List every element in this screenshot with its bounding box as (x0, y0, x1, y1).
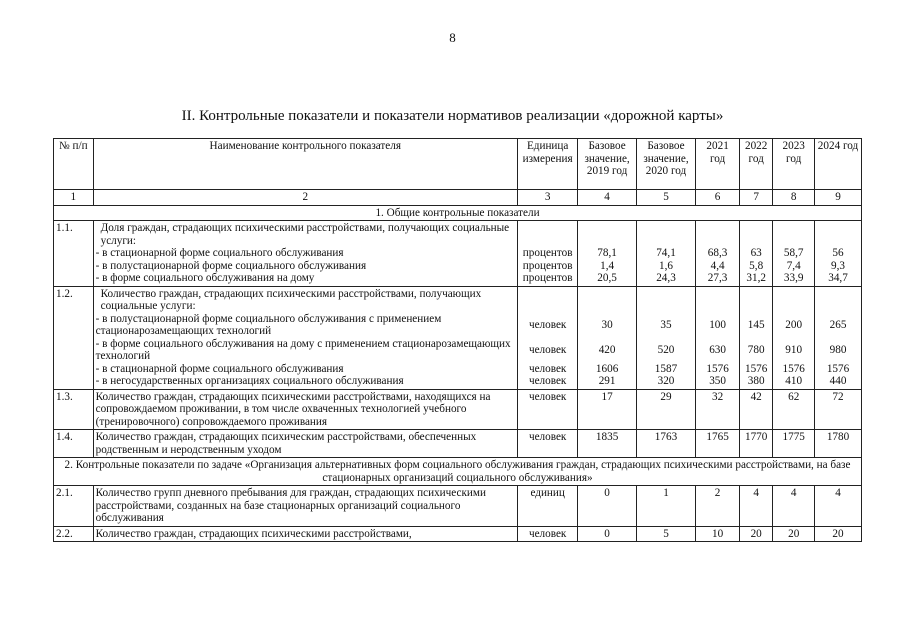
value: 29 (636, 389, 695, 430)
value: 68,3 (707, 247, 728, 259)
value: 350 (709, 375, 726, 387)
row-intro: Доля граждан, страдающих психическими расстройствами, получающих социальные услуги: (100, 222, 510, 247)
value: 420 (598, 343, 616, 356)
value: 910 (785, 343, 803, 356)
value: 78,1 (597, 247, 617, 259)
col-num: 1 (54, 190, 94, 206)
header-2023: 2023 год (773, 139, 815, 190)
value: 520 (657, 343, 675, 356)
value: 27,3 (707, 272, 728, 284)
value: 0 (578, 526, 636, 542)
unit-value: человек (528, 362, 567, 375)
value: 72 (815, 389, 862, 430)
value: 1780 (815, 430, 862, 458)
value: 42 (739, 389, 772, 430)
header-num: № п/п (54, 139, 94, 190)
unit-value: человек (528, 343, 567, 356)
value: 24,3 (656, 272, 676, 284)
value: 380 (747, 375, 765, 387)
value: 9,3 (831, 259, 846, 272)
value: 630 (709, 343, 726, 356)
section-row (54, 205, 862, 221)
header-2024: 2024 год (815, 139, 862, 190)
value: 1,4 (600, 259, 615, 272)
value: 265 (829, 318, 847, 331)
row-item: - в стационарной форме социального обслуживания (95, 362, 344, 375)
value: 1576 (782, 362, 805, 375)
section-heading: 1. Общие контрольные показатели (54, 205, 862, 221)
value: 100 (709, 318, 726, 331)
col-num: 6 (696, 190, 740, 206)
row-name: Количество групп дневного пребывания для граждан, страдающих психическими расстройствами, созданных на базе стационарных организаций социального обслуживания (93, 486, 517, 527)
value-cell (773, 286, 815, 389)
row-intro: Количество граждан, страдающих психическими расстройствами, получающих социальные услуги: (100, 287, 482, 312)
value: 780 (747, 343, 765, 356)
col-num: 8 (773, 190, 815, 206)
section-heading: 2. Контрольные показатели по задаче «Организация альтернативных форм социального обслуживания граждан, страдающих психическими расстройствами, на базе стационарных организаций социального обслуживания» (54, 458, 862, 486)
row-item: - в полустационарной форме социального обслуживания (95, 259, 367, 272)
value: 30 (601, 318, 613, 331)
row-unit (517, 286, 577, 389)
row-name: Количество граждан, страдающих психическим расстройствами, обеспеченных родственным и неродственным уходом (93, 430, 517, 458)
value: 440 (829, 375, 847, 387)
col-num: 3 (517, 190, 577, 206)
row-unit: единиц (517, 486, 577, 527)
value: 32 (696, 389, 740, 430)
header-row (54, 139, 862, 190)
table-row (54, 389, 862, 430)
header-base-2019: Базовое значение, 2019 год (578, 139, 636, 190)
value: 1775 (773, 430, 815, 458)
row-item: - в стационарной форме социального обслуживания (95, 247, 344, 259)
row-name: Количество граждан, страдающих психическими расстройствами, (93, 526, 517, 542)
value: 145 (747, 318, 765, 331)
row-num: 1.1. (54, 221, 94, 287)
value-cell (636, 286, 695, 389)
row-item: - в форме социального обслуживания на дому с применением стационарозамещающих технологий (95, 337, 511, 362)
page-number: 8 (449, 30, 456, 45)
value: 34,7 (828, 272, 848, 284)
value: 4,4 (710, 259, 725, 272)
indicators-table (53, 138, 862, 542)
row-num: 2.2. (54, 526, 94, 542)
value: 74,1 (656, 247, 676, 259)
value: 1 (636, 486, 695, 527)
row-num: 1.4. (54, 430, 94, 458)
col-num: 7 (739, 190, 772, 206)
value: 1587 (654, 362, 678, 375)
header-base-2020: Базовое значение, 2020 год (636, 139, 695, 190)
value: 7,4 (786, 259, 801, 272)
value-cell (815, 286, 862, 389)
row-unit: человек (517, 430, 577, 458)
value: 980 (829, 343, 847, 356)
section-row (54, 458, 862, 486)
value: 4 (739, 486, 772, 527)
header-name: Наименование контрольного показателя (93, 139, 517, 190)
value: 1606 (595, 362, 619, 375)
value: 1576 (706, 362, 729, 375)
value: 1765 (696, 430, 740, 458)
table-row (54, 286, 862, 389)
value: 5 (636, 526, 695, 542)
value: 1763 (636, 430, 695, 458)
row-name: Количество граждан, страдающих психическими расстройствами, находящихся на сопровождаемом проживании, в том числе охваченных технологией учебного (тренировочного) сопровождаемого проживания (93, 389, 517, 430)
value-cell (739, 221, 772, 287)
section-title: II. Контрольные показатели и показатели нормативов реализации «дорожной карты» (181, 108, 724, 124)
value: 4 (815, 486, 862, 527)
row-name (93, 221, 517, 287)
header-2021: 2021 год (696, 139, 740, 190)
table-row (54, 486, 862, 527)
value: 58,7 (783, 247, 804, 259)
unit-value: процентов (522, 272, 573, 284)
row-unit (517, 221, 577, 287)
col-num: 2 (93, 190, 517, 206)
value: 17 (578, 389, 636, 430)
value: 1835 (578, 430, 636, 458)
row-item: - в форме социального обслуживания на дому (95, 272, 315, 284)
value: 200 (785, 318, 803, 331)
value: 20 (739, 526, 772, 542)
value: 63 (750, 247, 762, 259)
row-num: 1.3. (54, 389, 94, 430)
row-item: - в полустационарной форме социального обслуживания с применением стационарозамещающих технологий (95, 312, 442, 337)
value: 291 (598, 375, 616, 387)
value: 20 (773, 526, 815, 542)
unit-value: процентов (522, 259, 573, 272)
value: 320 (657, 375, 675, 387)
row-unit: человек (517, 526, 577, 542)
value-cell (739, 286, 772, 389)
value-cell (696, 221, 740, 287)
value: 5,8 (749, 259, 764, 272)
value: 1,6 (659, 259, 673, 272)
value: 62 (773, 389, 815, 430)
col-num: 9 (815, 190, 862, 206)
value-cell (636, 221, 695, 287)
value: 410 (785, 375, 803, 387)
value: 56 (832, 247, 844, 259)
value: 33,9 (783, 272, 804, 284)
unit-value: человек (528, 318, 567, 331)
value: 35 (660, 318, 672, 331)
unit-value: процентов (522, 247, 573, 259)
col-num: 5 (636, 190, 695, 206)
value: 0 (578, 486, 636, 527)
value: 20 (815, 526, 862, 542)
value: 1576 (744, 362, 768, 375)
header-2022: 2022 год (739, 139, 772, 190)
row-num: 1.2. (54, 286, 94, 389)
table-row (54, 430, 862, 458)
value: 20,5 (597, 272, 617, 284)
unit-value: человек (528, 375, 567, 387)
value: 1770 (739, 430, 772, 458)
row-num: 2.1. (54, 486, 94, 527)
value-cell (578, 221, 636, 287)
column-number-row (54, 190, 862, 206)
value-cell (578, 286, 636, 389)
value: 31,2 (746, 272, 766, 284)
value: 10 (696, 526, 740, 542)
row-item: - в негосударственных организациях социального обслуживания (95, 375, 404, 387)
table-row (54, 221, 862, 287)
value-cell (696, 286, 740, 389)
row-name (93, 286, 517, 389)
table-row (54, 526, 862, 542)
value: 1576 (826, 362, 850, 375)
value-cell (773, 221, 815, 287)
value: 4 (773, 486, 815, 527)
value-cell (815, 221, 862, 287)
col-num: 4 (578, 190, 636, 206)
header-unit: Единица измерения (517, 139, 577, 190)
row-unit: человек (517, 389, 577, 430)
value: 2 (696, 486, 740, 527)
